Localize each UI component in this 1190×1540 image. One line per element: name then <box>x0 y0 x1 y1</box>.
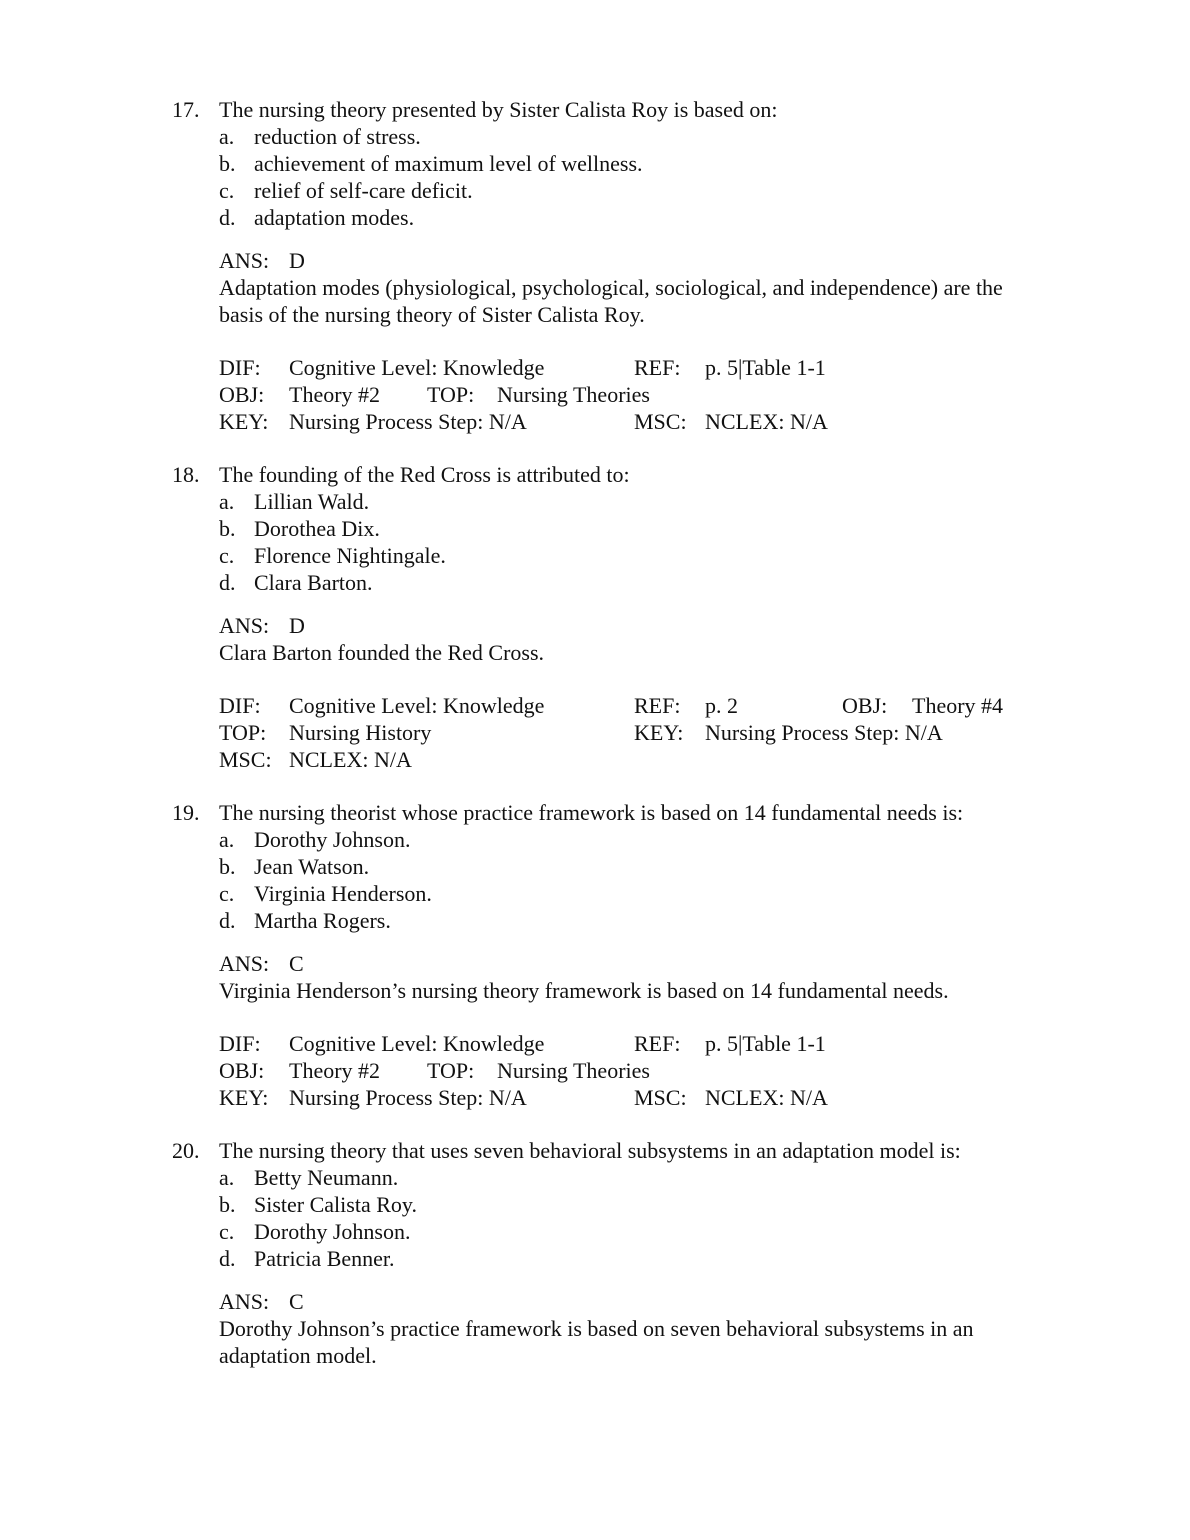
explanation-line: adaptation model. <box>219 1343 377 1368</box>
option-text: Dorothea Dix. <box>254 516 380 541</box>
option-text: Betty Neumann. <box>254 1165 399 1190</box>
option-text: Jean Watson. <box>254 854 370 879</box>
ref-label: REF: <box>634 693 681 718</box>
option-text: Martha Rogers. <box>254 908 391 933</box>
msc-value: NCLEX: N/A <box>289 747 412 772</box>
option-text: relief of self-care deficit. <box>254 178 473 203</box>
option-letter: b. <box>219 1192 236 1217</box>
ref-value: p. 2 <box>705 693 738 718</box>
obj-label: OBJ: <box>842 693 888 718</box>
msc-label: MSC: <box>219 747 272 772</box>
answer-label: ANS: <box>219 1289 270 1314</box>
explanation-line: Virginia Henderson’s nursing theory framework is based on 14 fundamental needs. <box>219 978 949 1003</box>
answer-value: C <box>289 1289 304 1314</box>
dif-value: Cognitive Level: Knowledge <box>289 355 545 380</box>
option-letter: a. <box>219 489 235 514</box>
explanation-line: basis of the nursing theory of Sister Calista Roy. <box>219 302 645 327</box>
option-letter: d. <box>219 908 236 933</box>
option-letter: b. <box>219 151 236 176</box>
key-value: Nursing Process Step: N/A <box>289 409 527 434</box>
option-text: reduction of stress. <box>254 124 421 149</box>
option-letter: a. <box>219 827 235 852</box>
answer-value: D <box>289 248 305 273</box>
dif-label: DIF: <box>219 693 261 718</box>
dif-value: Cognitive Level: Knowledge <box>289 1031 545 1056</box>
option-letter: c. <box>219 178 235 203</box>
ref-label: REF: <box>634 1031 681 1056</box>
question-number: 18. <box>172 462 200 487</box>
msc-label: MSC: <box>634 1085 687 1110</box>
option-text: Clara Barton. <box>254 570 373 595</box>
ref-label: REF: <box>634 355 681 380</box>
dif-label: DIF: <box>219 355 261 380</box>
option-text: Dorothy Johnson. <box>254 827 411 852</box>
question-stem: The nursing theory presented by Sister Calista Roy is based on: <box>219 97 778 122</box>
explanation-line: Dorothy Johnson’s practice framework is based on seven behavioral subsystems in an <box>219 1316 974 1341</box>
option-text: Florence Nightingale. <box>254 543 446 568</box>
question-number: 17. <box>172 97 200 122</box>
obj-value: Theory #4 <box>912 693 1004 718</box>
ref-value: p. 5|Table 1-1 <box>705 1031 826 1056</box>
top-label: TOP: <box>427 382 475 407</box>
answer-label: ANS: <box>219 951 270 976</box>
question-stem: The founding of the Red Cross is attributed to: <box>219 462 630 487</box>
option-text: Patricia Benner. <box>254 1246 395 1271</box>
option-text: Lillian Wald. <box>254 489 370 514</box>
option-letter: c. <box>219 1219 235 1244</box>
msc-value: NCLEX: N/A <box>705 1085 828 1110</box>
option-text: Virginia Henderson. <box>254 881 432 906</box>
answer-label: ANS: <box>219 248 270 273</box>
question-number: 20. <box>172 1138 200 1163</box>
option-letter: c. <box>219 543 235 568</box>
option-text: adaptation modes. <box>254 205 415 230</box>
option-letter: c. <box>219 881 235 906</box>
top-value: Nursing Theories <box>497 1058 650 1083</box>
option-letter: a. <box>219 124 235 149</box>
option-text: Sister Calista Roy. <box>254 1192 417 1217</box>
answer-label: ANS: <box>219 613 270 638</box>
question-stem: The nursing theory that uses seven behavioral subsystems in an adaptation model is: <box>219 1138 961 1163</box>
top-value: Nursing Theories <box>497 382 650 407</box>
option-text: Dorothy Johnson. <box>254 1219 411 1244</box>
option-letter: b. <box>219 516 236 541</box>
explanation-line: Adaptation modes (physiological, psychological, sociological, and independence) are the <box>219 275 1003 300</box>
explanation-line: Clara Barton founded the Red Cross. <box>219 640 545 665</box>
answer-value: C <box>289 951 304 976</box>
dif-value: Cognitive Level: Knowledge <box>289 693 545 718</box>
key-label: KEY: <box>219 409 269 434</box>
top-value: Nursing History <box>289 720 432 745</box>
obj-value: Theory #2 <box>289 382 381 407</box>
top-label: TOP: <box>219 720 267 745</box>
question-stem: The nursing theorist whose practice framework is based on 14 fundamental needs is: <box>219 800 964 825</box>
dif-label: DIF: <box>219 1031 261 1056</box>
obj-value: Theory #2 <box>289 1058 381 1083</box>
key-label: KEY: <box>634 720 684 745</box>
msc-value: NCLEX: N/A <box>705 409 828 434</box>
option-letter: a. <box>219 1165 235 1190</box>
ref-value: p. 5|Table 1-1 <box>705 355 826 380</box>
option-letter: d. <box>219 205 236 230</box>
option-letter: b. <box>219 854 236 879</box>
key-value: Nursing Process Step: N/A <box>705 720 943 745</box>
key-value: Nursing Process Step: N/A <box>289 1085 527 1110</box>
answer-value: D <box>289 613 305 638</box>
key-label: KEY: <box>219 1085 269 1110</box>
obj-label: OBJ: <box>219 1058 265 1083</box>
option-letter: d. <box>219 570 236 595</box>
option-text: achievement of maximum level of wellness. <box>254 151 643 176</box>
msc-label: MSC: <box>634 409 687 434</box>
top-label: TOP: <box>427 1058 475 1083</box>
question-number: 19. <box>172 800 200 825</box>
obj-label: OBJ: <box>219 382 265 407</box>
option-letter: d. <box>219 1246 236 1271</box>
